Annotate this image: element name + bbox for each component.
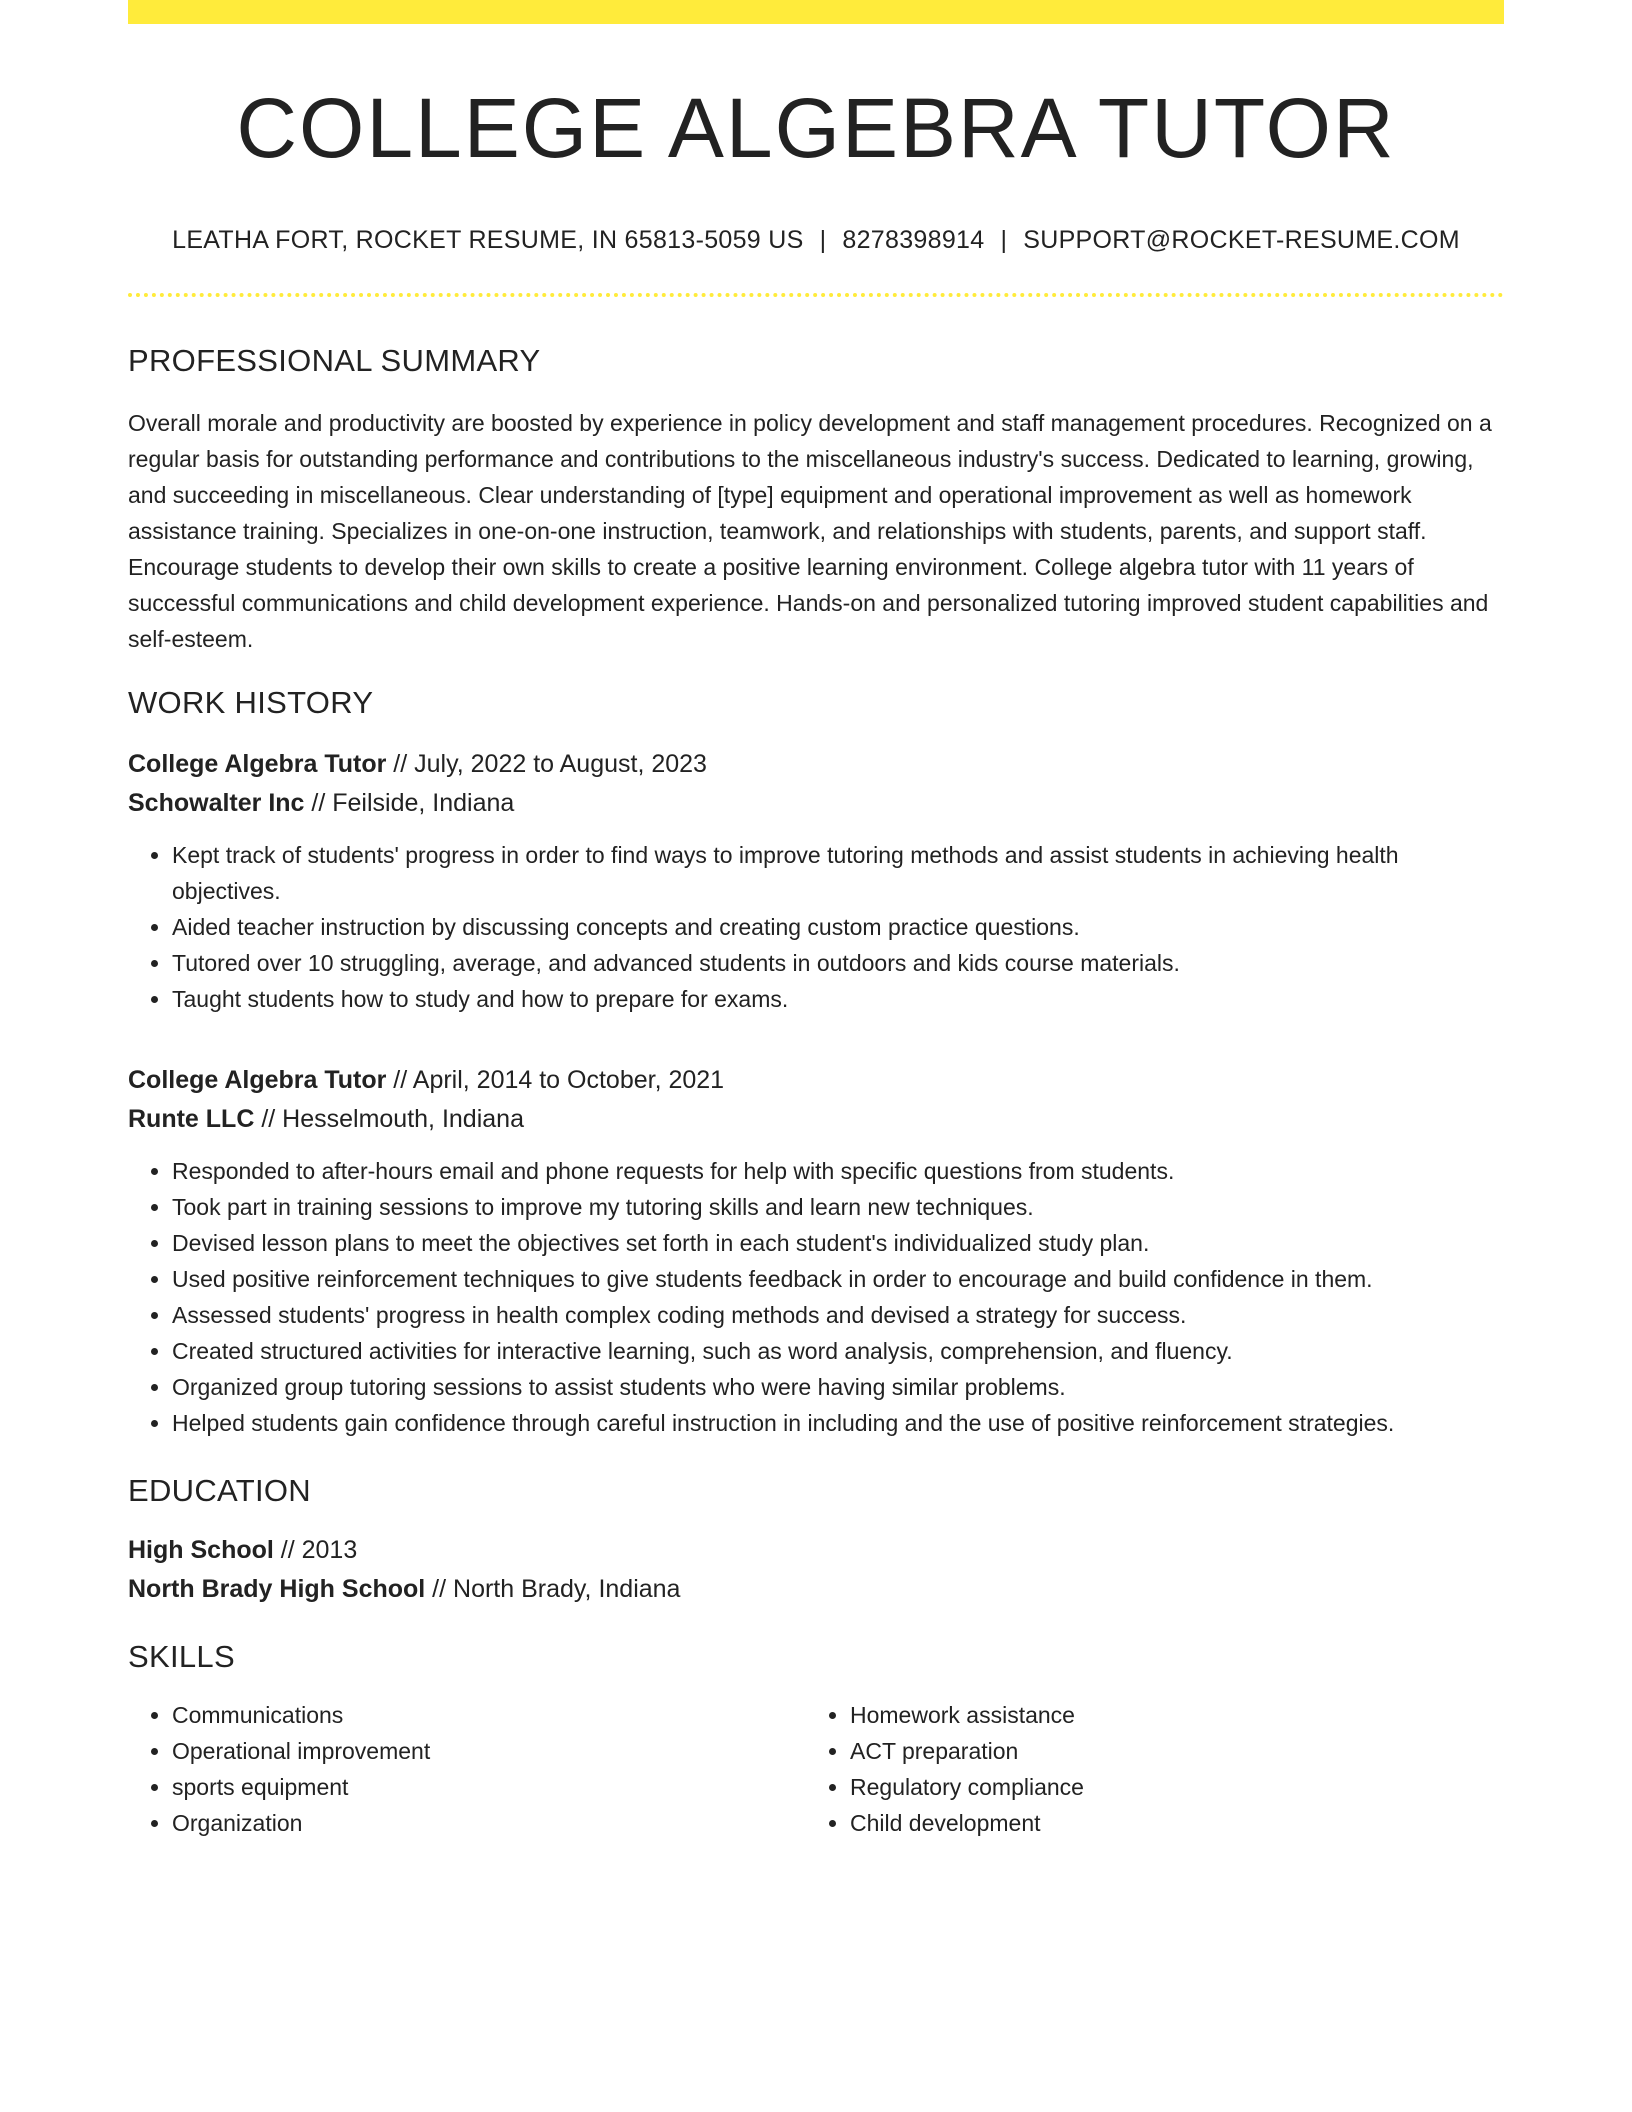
skills-column-left bbox=[128, 1697, 806, 1841]
job-location: // Hesselmouth, Indiana bbox=[254, 1105, 524, 1134]
skill-item: • Child development bbox=[850, 1805, 1484, 1841]
work-history-heading: WORK HISTORY bbox=[128, 685, 374, 721]
job-entry bbox=[128, 1061, 1504, 1441]
education-degree-line bbox=[128, 1531, 1504, 1570]
job-title-line bbox=[128, 745, 1504, 784]
job-location: // Feilside, Indiana bbox=[304, 789, 515, 818]
job-dates: // April, 2014 to October, 2021 bbox=[386, 1066, 725, 1095]
top-accent-bar bbox=[128, 0, 1504, 24]
job-title-line bbox=[128, 1061, 1504, 1100]
skill-item: • Communications bbox=[172, 1697, 806, 1733]
contact-phone: 8278398914 bbox=[842, 226, 985, 255]
job-bullet: • Created structured activities for interactive learning, such as word analysis, comprehension, and fluency. bbox=[172, 1333, 1504, 1369]
skill-item: • Homework assistance bbox=[850, 1697, 1484, 1733]
job-bullet: • Aided teacher instruction by discussing concepts and creating custom practice questions. bbox=[172, 909, 1504, 945]
contact-separator: | bbox=[1000, 226, 1008, 255]
skills-grid bbox=[128, 1697, 1504, 1841]
education-year: // 2013 bbox=[273, 1536, 358, 1565]
job-bullet: • Kept track of students' progress in order to find ways to improve tutoring methods and assist students in achieving health objectives. bbox=[172, 837, 1504, 909]
job-bullet: • Assessed students' progress in health complex coding methods and devised a strategy for success. bbox=[172, 1297, 1504, 1333]
job-bullet: • Helped students gain confidence through careful instruction in including and the use of positive reinforcement strategies. bbox=[172, 1405, 1504, 1441]
education-school-line bbox=[128, 1570, 1504, 1609]
job-bullet: • Devised lesson plans to meet the objectives set forth in each student's individualized study plan. bbox=[172, 1225, 1504, 1261]
skills-heading: SKILLS bbox=[128, 1639, 235, 1675]
job-title: College Algebra Tutor bbox=[128, 1066, 387, 1095]
summary-heading: PROFESSIONAL SUMMARY bbox=[128, 343, 541, 379]
contact-email: SUPPORT@ROCKET-RESUME.COM bbox=[1023, 226, 1460, 255]
education-school: North Brady High School bbox=[128, 1575, 426, 1604]
education-location: // North Brady, Indiana bbox=[425, 1575, 681, 1604]
skill-item: • Organization bbox=[172, 1805, 806, 1841]
contact-separator: | bbox=[819, 226, 827, 255]
job-bullet: • Organized group tutoring sessions to assist students who were having similar problems. bbox=[172, 1369, 1504, 1405]
education-entry bbox=[128, 1531, 1504, 1609]
dotted-divider bbox=[128, 293, 1504, 297]
resume-title: COLLEGE ALGEBRA TUTOR bbox=[236, 81, 1396, 175]
education-heading: EDUCATION bbox=[128, 1473, 311, 1509]
job-bullet: • Taught students how to study and how to prepare for exams. bbox=[172, 981, 1504, 1017]
education-degree: High School bbox=[128, 1536, 274, 1565]
job-bullet: • Tutored over 10 struggling, average, and advanced students in outdoors and kids course materials. bbox=[172, 945, 1504, 981]
job-company: Runte LLC bbox=[128, 1105, 255, 1134]
contact-line bbox=[128, 226, 1504, 255]
job-bullets bbox=[128, 1153, 1504, 1441]
summary-text: Overall morale and productivity are boosted by experience in policy development and staff management procedures. Recognized on a regular basis for outstanding performance and contributions to the miscellaneous industry's success. Dedicated to learning, growing, and succeeding in miscellaneous. Clear understanding of [type] equipment and operational improvement as well as homework assistance training. Specializes in one-on-one instruction, teamwork, and relationships with students, parents, and support staff. Encourage students to develop their own skills to create a positive learning environment. College algebra tutor with 11 years of successful communications and child development experience. Hands-on and personalized tutoring improved student capabilities and self-esteem. bbox=[128, 410, 1492, 653]
job-company: Schowalter Inc bbox=[128, 789, 305, 818]
job-dates: // July, 2022 to August, 2023 bbox=[386, 750, 707, 779]
job-title: College Algebra Tutor bbox=[128, 750, 387, 779]
skills-column-right bbox=[806, 1697, 1484, 1841]
skill-item: • ACT preparation bbox=[850, 1733, 1484, 1769]
resume-page bbox=[128, 0, 1504, 1841]
job-bullet: • Responded to after-hours email and phone requests for help with specific questions from students. bbox=[172, 1153, 1504, 1189]
skill-item: • Operational improvement bbox=[172, 1733, 806, 1769]
job-bullet: • Used positive reinforcement techniques to give students feedback in order to encourage and build confidence in them. bbox=[172, 1261, 1504, 1297]
skill-item: • sports equipment bbox=[172, 1769, 806, 1805]
skill-item: • Regulatory compliance bbox=[850, 1769, 1484, 1805]
job-bullets bbox=[128, 837, 1504, 1017]
job-bullet: • Took part in training sessions to improve my tutoring skills and learn new techniques. bbox=[172, 1189, 1504, 1225]
contact-address: LEATHA FORT, ROCKET RESUME, IN 65813-5059 US bbox=[172, 226, 804, 255]
job-entry bbox=[128, 745, 1504, 1017]
job-company-line bbox=[128, 1100, 1504, 1139]
job-company-line bbox=[128, 784, 1504, 823]
